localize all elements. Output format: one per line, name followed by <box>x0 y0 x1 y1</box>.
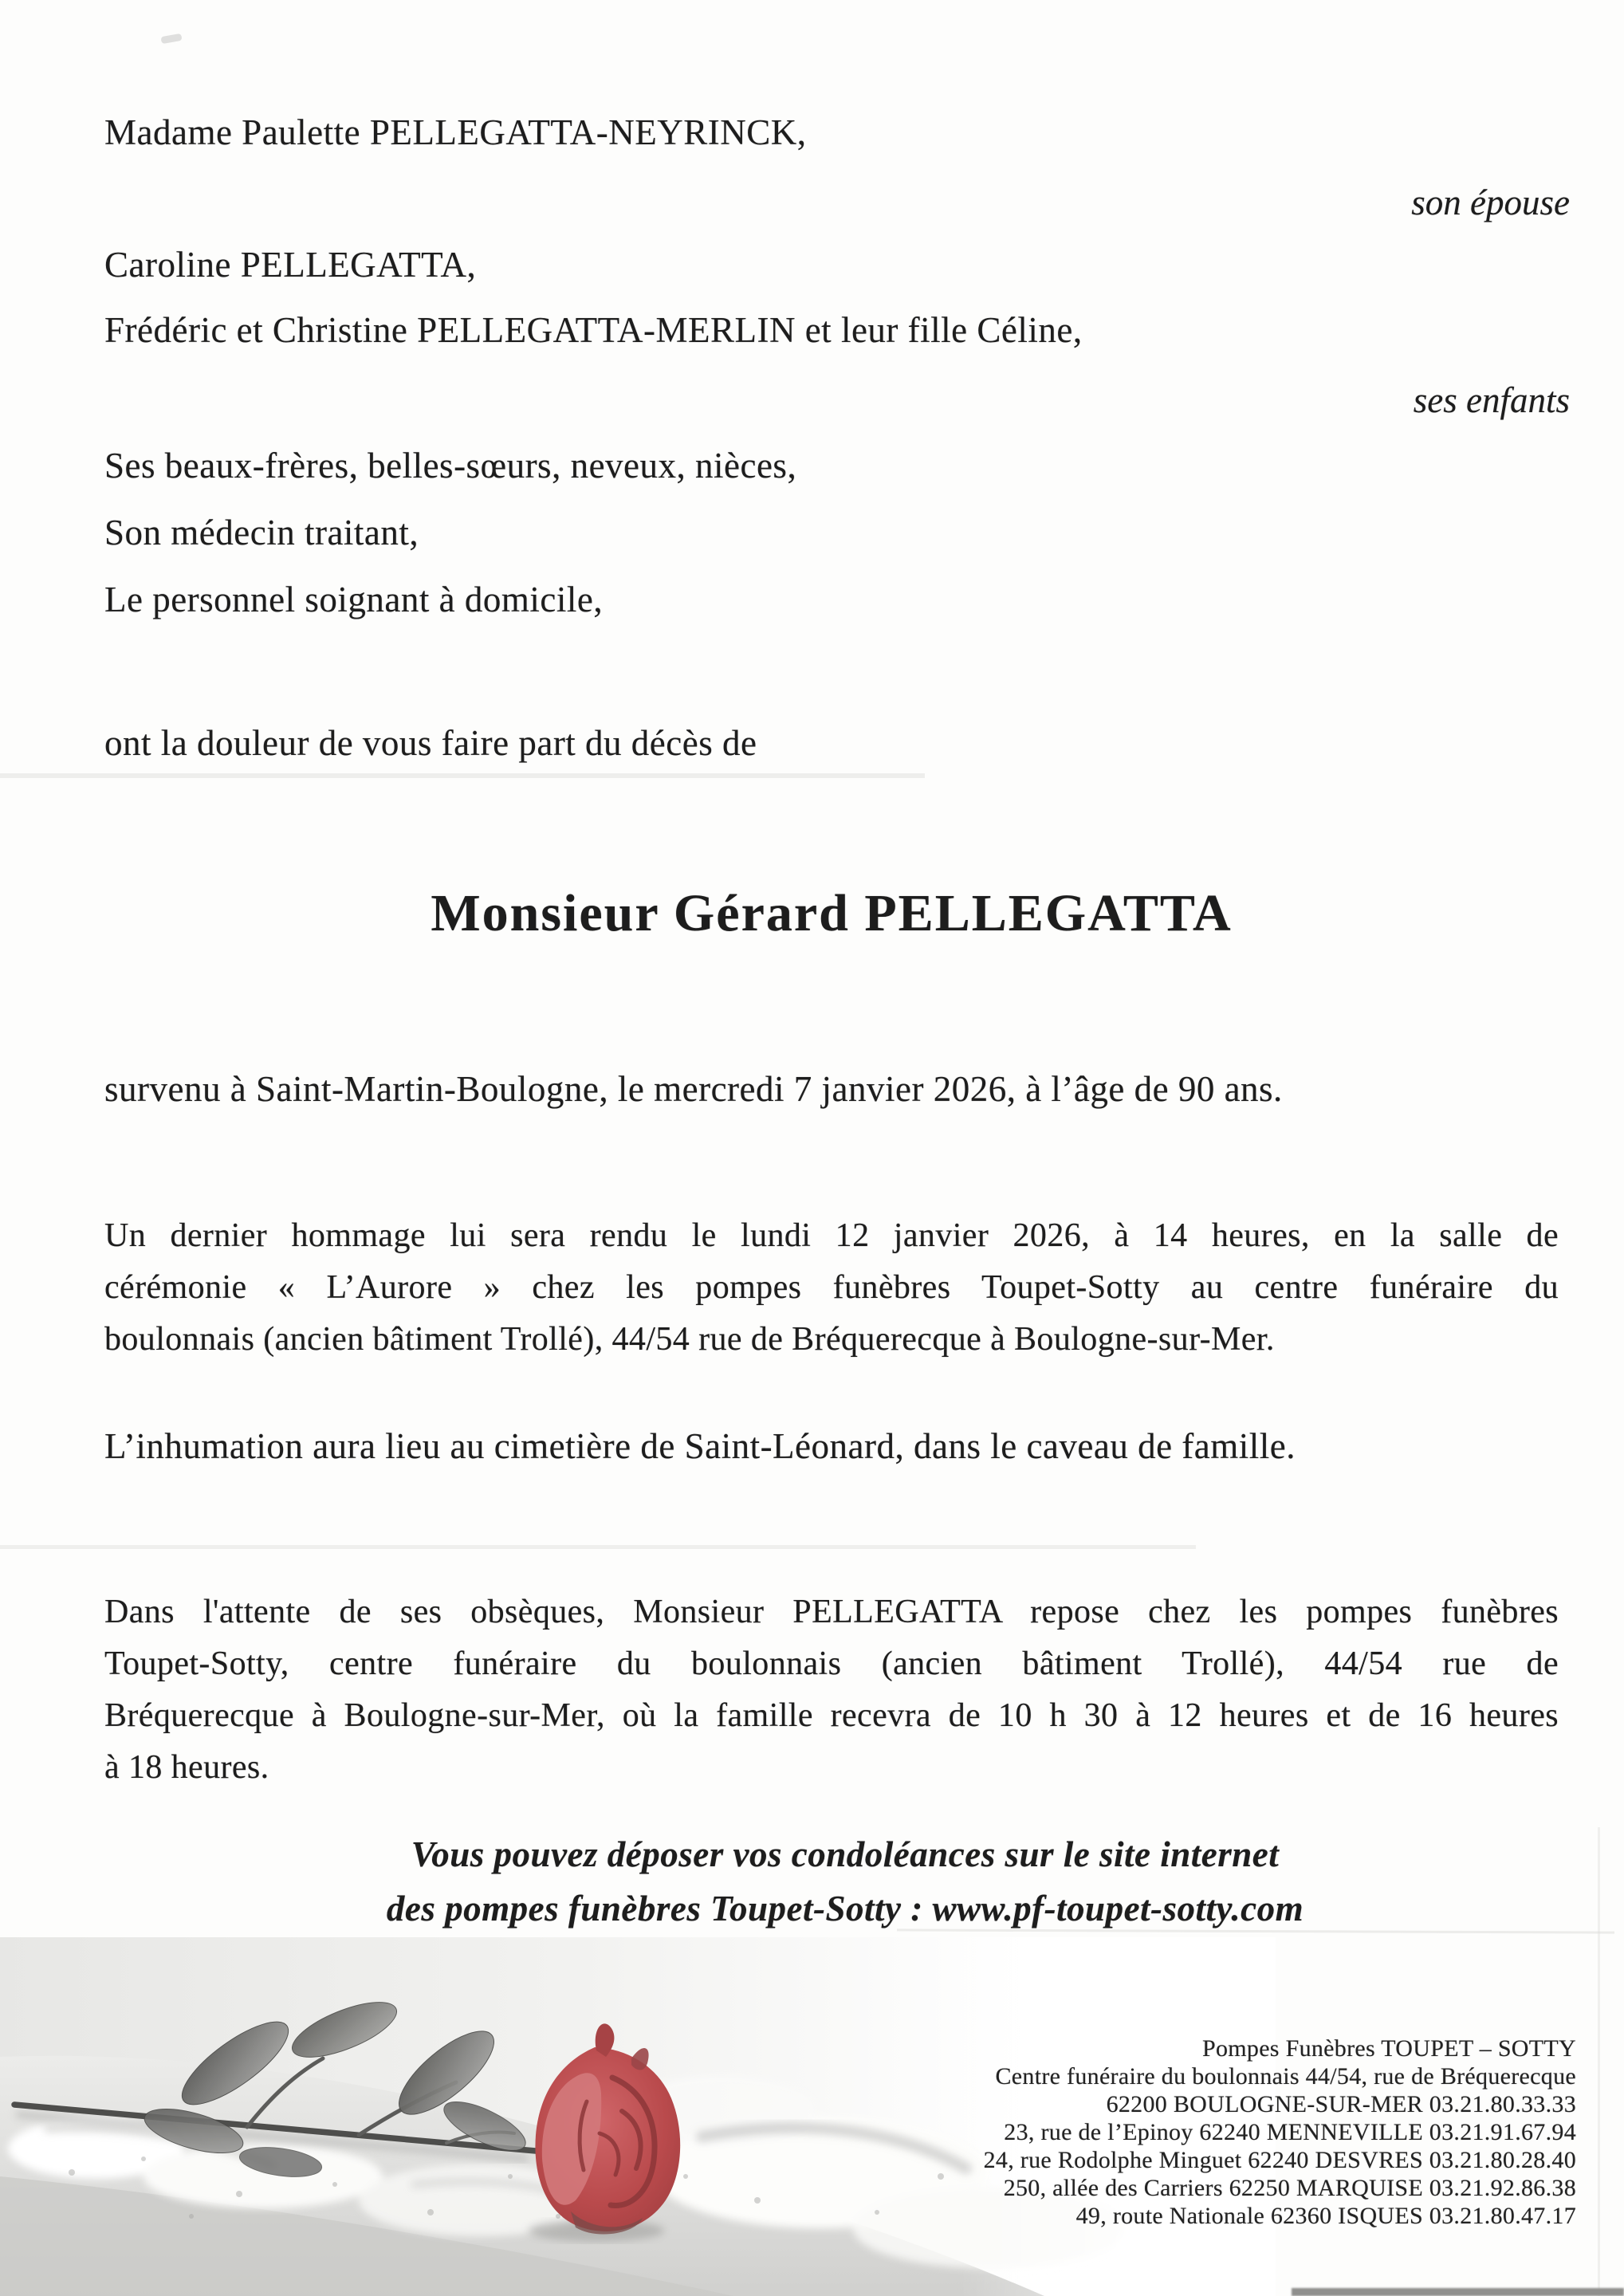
scan-streak-2 <box>0 1545 1196 1549</box>
spouse-relation-label: son épouse <box>1411 183 1570 222</box>
repose-line-2: Toupet-Sotty, centre funéraire du boulonnais (ancien bâtiment Trollé), 44/54 rue de <box>104 1645 1559 1682</box>
announcement-intro-line: ont la douleur de vous faire part du décès de <box>104 723 757 763</box>
scan-edge-line <box>1598 1827 1600 2296</box>
ceremony-line-2: cérémonie « L’Aurore » chez les pompes funèbres Toupet-Sotty au centre funéraire du <box>104 1269 1559 1306</box>
caregivers-line: Le personnel soignant à domicile, <box>104 580 604 619</box>
condolences-line-2: des pompes funèbres Toupet-Sotty : www.pf-toupet-sotty.com <box>386 1889 1304 1928</box>
funeral-home-address-4: 24, rue Rodolphe Minguet 62240 DESVRES 03.21.80.28.40 <box>983 2147 1576 2173</box>
condolences-line-1: Vous pouvez déposer vos condoléances sur le site internet <box>411 1834 1280 1874</box>
repose-line-4: à 18 heures. <box>104 1749 269 1786</box>
deceased-name-title: Monsieur Gérard PELLEGATTA <box>431 884 1233 942</box>
ceremony-line-1: Un dernier hommage lui sera rendu le lundi 12 janvier 2026, à 14 heures, en la salle de <box>104 1217 1559 1254</box>
child2-line: Frédéric et Christine PELLEGATTA-MERLIN et leur fille Céline, <box>104 310 1083 350</box>
ceremony-paragraph <box>104 1210 1559 1366</box>
scan-smudge-top <box>160 33 182 44</box>
death-details-line: survenu à Saint-Martin-Boulogne, le mercredi 7 janvier 2026, à l’âge de 90 ans. <box>104 1069 1283 1109</box>
doctor-line: Son médecin traitant, <box>104 513 419 552</box>
burial-line: L’inhumation aura lieu au cimetière de Saint-Léonard, dans le caveau de famille. <box>104 1426 1296 1466</box>
funeral-home-name: Pompes Funèbres TOUPET – SOTTY <box>1201 2035 1576 2062</box>
scan-edge-sliver <box>1292 2288 1624 2296</box>
inlaws-line: Ses beaux-frères, belles-sœurs, neveux, nièces, <box>104 446 797 486</box>
funeral-home-address-3: 23, rue de l’Epinoy 62240 MENNEVILLE 03.21.91.67.94 <box>1004 2119 1576 2145</box>
spouse-name-line: Madame Paulette PELLEGATTA-NEYRINCK, <box>104 112 807 152</box>
funeral-home-address-1: Centre funéraire du boulonnais 44/54, rue de Bréquerecque <box>995 2063 1576 2090</box>
repose-line-1: Dans l'attente de ses obsèques, Monsieur PELLEGATTA repose chez les pompes funèbres <box>104 1594 1559 1630</box>
funeral-home-address-6: 49, route Nationale 62360 ISQUES 03.21.80.47.17 <box>1075 2203 1576 2229</box>
condolences-notice <box>128 1827 1563 1936</box>
funeral-home-address-5: 250, allée des Carriers 62250 MARQUISE 03.21.92.86.38 <box>1003 2175 1576 2201</box>
repose-line-3: Bréquerecque à Boulogne-sur-Mer, où la famille recevra de 10 h 30 à 12 heures et de 16 heures <box>104 1697 1559 1734</box>
funeral-home-footer <box>984 2035 1576 2230</box>
funeral-home-address-2: 62200 BOULOGNE-SUR-MER 03.21.80.33.33 <box>1106 2091 1576 2117</box>
scan-streak-1 <box>0 773 925 778</box>
children-relation-label: ses enfants <box>1413 380 1570 420</box>
child1-line: Caroline PELLEGATTA, <box>104 245 477 285</box>
repose-paragraph <box>104 1586 1559 1794</box>
ceremony-line-3: boulonnais (ancien bâtiment Trollé), 44/54 rue de Bréquerecque à Boulogne-sur-Mer. <box>104 1321 1275 1358</box>
